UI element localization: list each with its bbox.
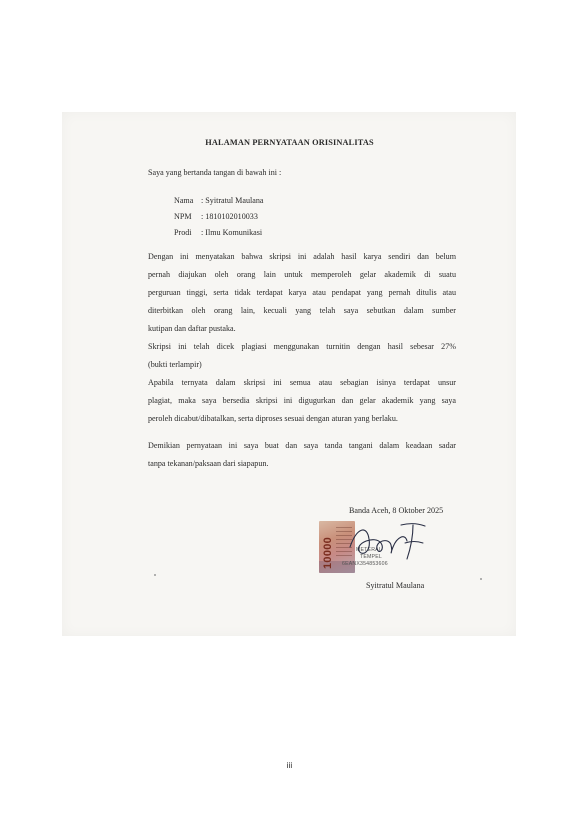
paragraph-line: Apabila ternyata dalam skripsi ini semua atau sebagian isinya terdapat unsur <box>148 378 456 387</box>
paragraph-line: Skripsi ini telah dicek plagiasi menggunakan turnitin dengan hasil sebesar 27% <box>148 342 456 351</box>
stamp-label-2: TEMPEL <box>360 554 382 560</box>
field-value-prodi: : Ilmu Komunikasi <box>201 228 263 237</box>
page-number: iii <box>286 760 293 770</box>
paragraph-line: (bukti terlampir) <box>148 360 202 369</box>
paragraph-line: perguruan tinggi, serta tidak terdapat karya atau pendapat yang pernah ditulis atau <box>148 288 456 297</box>
place-date: Banda Aceh, 8 Oktober 2025 <box>349 506 444 515</box>
paragraph-line: peroleh dicabut/dibatalkan, serta diproses sesuai dengan aturan yang berlaku. <box>148 414 398 423</box>
field-label-npm: NPM <box>174 212 192 221</box>
paragraph-line: tanpa tekanan/paksaan dari siapapun. <box>148 459 269 468</box>
paragraph-line: Demikian pernyataan ini saya buat dan saya tanda tangani dalam keadaan sadar <box>148 441 456 450</box>
signer-name: Syitratul Maulana <box>366 581 425 590</box>
paragraph-line: pernah diajukan oleh orang lain untuk memperoleh gelar akademik di suatu <box>148 270 456 279</box>
paragraph-line: Dengan ini menyatakan bahwa skripsi ini adalah hasil karya sendiri dan belum <box>148 252 456 261</box>
stamp-value: 10000 <box>322 536 334 569</box>
paragraph-line: kutipan dan daftar pustaka. <box>148 324 236 333</box>
scan-speck <box>154 574 156 576</box>
paragraph-line: plagiat, maka saya bersedia skripsi ini digugurkan dan gelar akademik yang saya <box>148 396 456 405</box>
paragraph-line: diterbitkan oleh orang lain, kecuali yang telah saya sebutkan dalam sumber <box>148 306 456 315</box>
field-value-npm: : 1810102010033 <box>201 212 258 221</box>
intro-text: Saya yang bertanda tangan di bawah ini : <box>148 168 282 177</box>
stamp-serial: 6EANX354853606 <box>342 561 388 567</box>
page-title: HALAMAN PERNYATAAN ORISINALITAS <box>205 138 374 147</box>
handwritten-signature <box>345 517 435 567</box>
field-label-prodi: Prodi <box>174 228 192 237</box>
field-value-nama: : Syitratul Maulana <box>201 196 264 205</box>
scanned-page <box>62 112 516 636</box>
scan-speck <box>480 578 482 580</box>
stamp-label-1: METERAI <box>356 547 381 553</box>
field-label-nama: Nama <box>174 196 194 205</box>
